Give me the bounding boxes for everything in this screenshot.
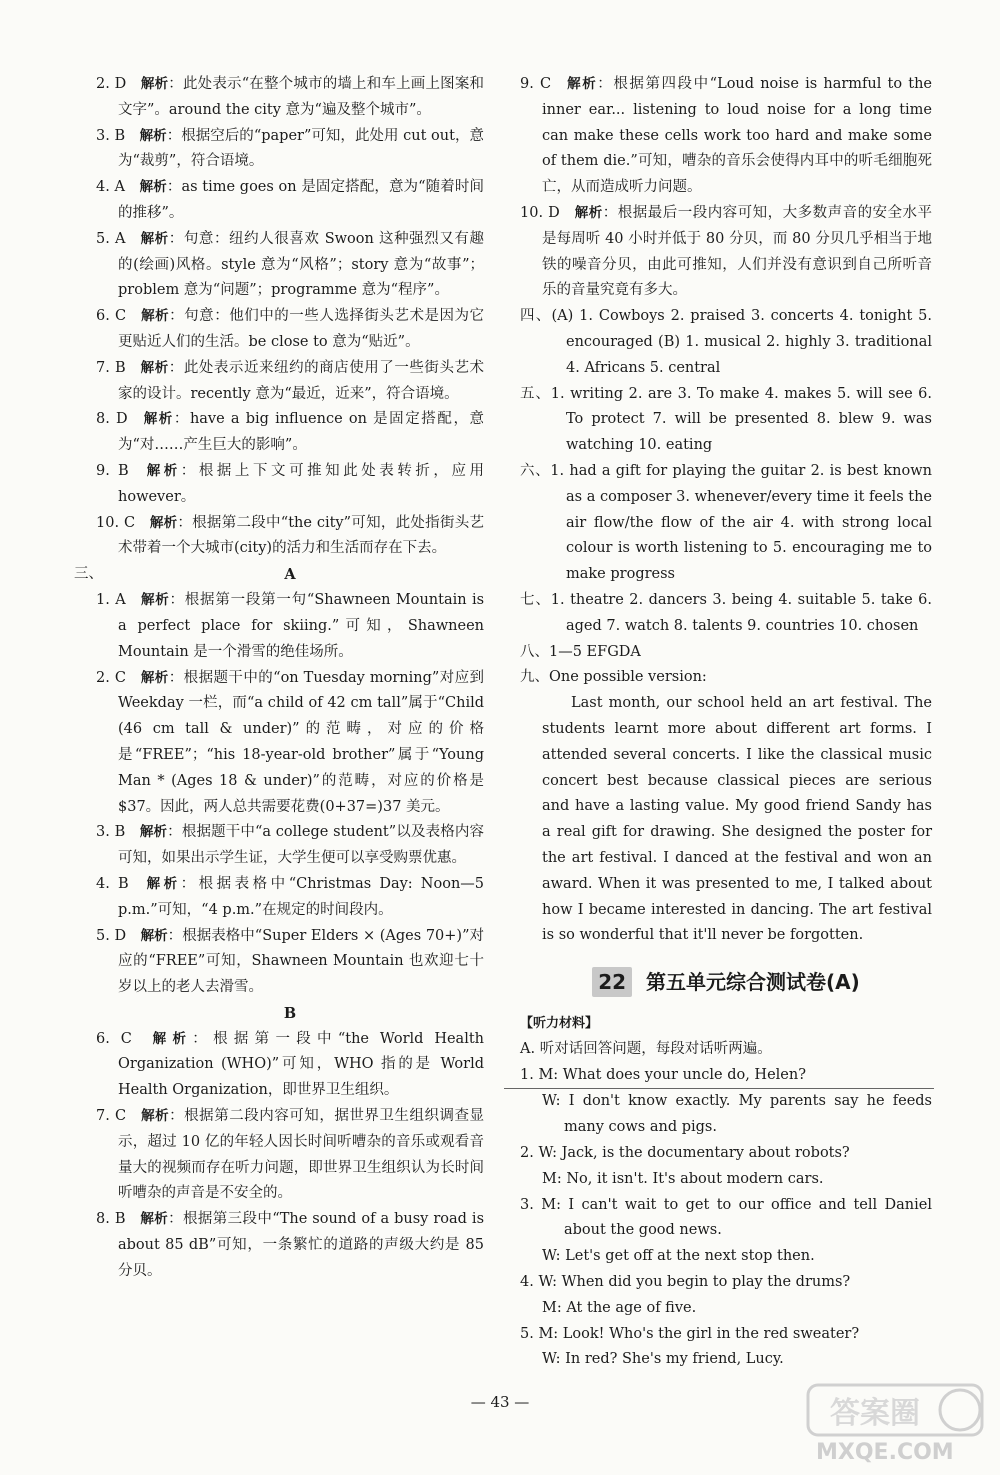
answer-item: 10. D 解析：根据最后一段内容可知，大多数声音的安全水平是每周听 40 小时并低于 80 分贝，而 80 分贝几乎相当于地铁的噪音分贝，由此可推知，人们并没有意识到自己所听音乐的音量究竟有多大。 — [520, 204, 933, 299]
analysis-label: 解析 — [565, 76, 598, 92]
dialogue-line — [520, 1270, 932, 1296]
answer-item: 3. B 解析：根据空后的“paper”可知，此处用 cut out，意为“裁剪”，符合语境。 — [96, 127, 484, 170]
answer-item: 10. C 解析：根据第二段中“the city”可知，此处指街头艺术带着一个大城市(city)的活力和生活而存在下去。 — [96, 514, 485, 557]
dialogue-text: Jack, is the documentary about robots? — [561, 1145, 850, 1162]
answer-list-passage-b-continued — [520, 72, 932, 304]
dialogue-number: 2. — [520, 1145, 534, 1162]
dialogue-number: 5. — [520, 1325, 534, 1342]
listening-instructions: A. 听对话回答问题，每段对话听两遍。 — [520, 1040, 772, 1057]
dialogue-line — [520, 1296, 932, 1322]
analysis-text: 句意：纽约人很喜欢 Swoon 这种强烈又有趣的(绘画)风格。style 意为“风格”；story 意为“故事”；problem 意为“问题”；programme 意为“程序”。 — [118, 230, 484, 299]
analysis-text: 此处表示近来纽约的商店使用了一些街头艺术家的设计。recently 意为“最近，近来”，符合语境。 — [118, 359, 485, 402]
dialogue-number: 1. — [520, 1066, 534, 1083]
dialogue-text: I can't wait to get to our office and tell Daniel about the good news. — [564, 1196, 933, 1239]
analysis-label: 解析 — [140, 669, 169, 686]
right-column — [520, 72, 932, 1373]
speaker-label: M: — [542, 1299, 562, 1316]
dialogue-line — [520, 1347, 932, 1373]
dialogue-number: 4. — [520, 1274, 534, 1291]
dialogue-text: At the age of five. — [566, 1299, 697, 1316]
section-marker: 五、 — [520, 385, 551, 402]
analysis-text: 根据第三段中“The sound of a busy road is about 85 dB”可知，一条繁忙的道路的声级大约是 85 分贝。 — [118, 1211, 485, 1279]
answer-item: 9. B 解析：根据上下文可推知此处表转折，应用 however。 — [96, 462, 485, 505]
section-7 — [520, 588, 932, 640]
analysis-text: 根据题干中的“on Tuesday morning”对应到 Weekday 一栏，而“a child of 42 cm tall”属于“Child (46 cm tall & under)”的范畴，对应的价格是“FREE”；“his 18-year-old brother”属于“Young Man * (Ages 18 & under)”的范畴，对应的价格是 $37。因此，两人总共需要花费(0+37=)37 美元。 — [118, 669, 485, 815]
dialogue-text: In red? She's my friend, Lucy. — [565, 1351, 784, 1368]
watermark-text: 答案圈 — [830, 1396, 920, 1431]
dialogue-line — [520, 1193, 932, 1245]
answer-item: 5. A 解析：句意：纽约人很喜欢 Swoon 这种强烈又有趣的(绘画)风格。style 意为“风格”；story 意为“故事”；problem 意为“问题”；programme 意为“程序”。 — [96, 230, 484, 299]
unit-title-text: 第五单元综合测试卷(A) — [646, 970, 860, 995]
analysis-label: 解析 — [140, 76, 169, 92]
passage-a-heading: A — [284, 566, 296, 584]
section-9 — [520, 665, 932, 691]
dialogue-text: What does your uncle do, Helen? — [562, 1066, 806, 1083]
answer-item: 8. D 解析：have a big influence on 是固定搭配，意为“对……产生巨大的影响”。 — [96, 411, 485, 454]
section-text: (A) 1. Cowboys 2. praised 3. concerts 4. tonight 5. encouraged (B) 1. musical 2. highly 3. traditional 4. Africans 5. central — [551, 308, 932, 376]
analysis-label: 解析 — [140, 308, 170, 325]
analysis-label: 解析 — [142, 411, 174, 428]
analysis-label: 解析 — [140, 1108, 170, 1125]
answer-number: 4. A — [96, 179, 126, 196]
dialogue-line — [520, 1063, 932, 1089]
section-5 — [520, 382, 932, 459]
answer-item: 6. C 解析：根据第一段中“the World Health Organization (WHO)”可知，WHO 指的是 World Health Organization，即世界卫生组织。 — [96, 1030, 485, 1099]
analysis-text: 根据空后的“paper”可知，此处用 cut out，意为“裁剪”，符合语境。 — [118, 127, 484, 170]
listening-material-header: 【听力材料】 — [520, 1016, 599, 1032]
analysis-text: 根据表格中“Super Elders × (Ages 70+)”对应的“FREE”可知，Shawneen Mountain 也欢迎七十岁以上的老人去滑雪。 — [118, 927, 485, 996]
answer-number: 9. C — [520, 76, 552, 92]
analysis-text: 句意：他们中的一些人选择街头艺术是因为它更贴近人们的生活。be close to 意为“贴近”。 — [118, 308, 485, 350]
answer-item: 9. C 解析：根据第四段中“Loud noise is harmful to the inner ear... listening to loud noise for a long time can make these cells work too hard and make some of them die.”可知，嘈杂的音乐会使得内耳中的听毛细胞死亡，从而造成听力问题。 — [520, 76, 932, 196]
answer-number: 1. A — [96, 592, 126, 609]
dialogue-number: 3. — [520, 1196, 534, 1213]
dialogue-text: When did you begin to play the drums? — [561, 1274, 851, 1291]
analysis-label: 解析 — [149, 514, 178, 531]
section-marker: 九、 — [520, 669, 549, 686]
analysis-label: 解析 — [139, 127, 167, 144]
watermark-logo — [800, 1379, 990, 1465]
analysis-text: 根据题干中“a college student”以及表格内容可知，如果出示学生证，大学生便可以享受购票优惠。 — [118, 824, 484, 867]
answer-item: 5. D 解析：根据表格中“Super Elders × (Ages 70+)”对应的“FREE”可知，Shawneen Mountain 也欢迎七十岁以上的老人去滑雪。 — [96, 927, 485, 996]
analysis-label: 解析 — [574, 204, 603, 221]
answer-item: 2. C 解析：根据题干中的“on Tuesday morning”对应到 Weekday 一栏，而“a child of 42 cm tall”属于“Child (46 cm tall & under)”的范畴，对应的价格是“FREE”；“his 18-year-old brother”属于“Young Man * (Ages 18 & under)”的范畴，对应的价格是 $37。因此，两人总共需要花费(0+37=)37 美元。 — [96, 669, 485, 815]
answer-number: 7. B — [96, 359, 126, 376]
analysis-label: 解析 — [140, 359, 169, 376]
answer-item: 8. B 解析：根据第三段中“The sound of a busy road is about 85 dB”可知，一条繁忙的道路的声级大约是 85 分贝。 — [96, 1211, 485, 1279]
section-text: 1—5 EFGDA — [549, 643, 641, 660]
analysis-text: 根据第四段中“Loud noise is harmful to the inner ear... listening to loud noise for a long time can make these cells work too hard and make some of them die.”可知，嘈杂的音乐会使得内耳中的听毛细胞死亡，从而造成听力问题。 — [542, 76, 932, 196]
speaker-label: W: — [542, 1351, 561, 1368]
section-4 — [520, 304, 932, 381]
answer-item: 6. C 解析：句意：他们中的一些人选择街头艺术是因为它更贴近人们的生活。be close to 意为“贴近”。 — [96, 308, 485, 350]
analysis-label: 解析 — [139, 1211, 169, 1228]
analysis-label: 解析 — [139, 179, 167, 196]
analysis-label: 解析 — [139, 824, 168, 841]
section-marker: 三、 — [74, 566, 103, 583]
answer-number: 3. B — [96, 824, 126, 841]
passage-b-heading: B — [283, 1004, 297, 1022]
analysis-text: 根据表格中“Christmas Day: Noon—5 p.m.”可知，“4 p.m.”在规定的时间段内。 — [118, 875, 485, 918]
answer-list-part2 — [96, 72, 484, 562]
answer-list-passage-b — [96, 1027, 484, 1285]
answer-item: 7. B 解析：此处表示近来纽约的商店使用了一些街头艺术家的设计。recently 意为“最近，近来”，符合语境。 — [96, 359, 485, 402]
unit-title — [520, 967, 932, 997]
answer-number: 4. B — [96, 875, 129, 892]
dialogue-text: No, it isn't. It's about modern cars. — [566, 1170, 824, 1187]
analysis-text: have a big influence on 是固定搭配，意为“对……产生巨大的影响”。 — [118, 411, 485, 454]
answer-item: 4. A 解析：as time goes on 是固定搭配，意为“随着时间的推移”。 — [96, 179, 485, 221]
answer-item: 3. B 解析：根据题干中“a college student”以及表格内容可知，如果出示学生证，大学生便可以享受购票优惠。 — [96, 824, 484, 867]
answer-number: 6. C — [96, 1030, 132, 1047]
watermark-logo-graphic — [800, 1379, 990, 1465]
dialogue-text: I don't know exactly. My parents say he feeds many cows and pigs. — [564, 1093, 932, 1136]
page-number: — 43 — — [470, 1393, 530, 1411]
unit-number-badge: 22 — [592, 967, 632, 997]
answer-number: 5. A — [96, 230, 126, 247]
analysis-text: 根据第二段中“the city”可知，此处指街头艺术带着一个大城市(city)的活力和生活而存在下去。 — [118, 514, 485, 557]
dialogue-line — [520, 1089, 932, 1141]
dialogue-line — [520, 1141, 932, 1167]
section-marker: 四、 — [520, 308, 552, 325]
analysis-text: 此处表示“在整个城市的墙上和车上画上图案和文字”。around the city 意为“遍及整个城市”。 — [118, 76, 484, 118]
dialogue-text: Let's get off at the next stop then. — [565, 1248, 815, 1265]
answer-item: 1. A 解析：根据第一段第一句“Shawneen Mountain is a perfect place for skiing.”可知，Shawneen Mountain 是一个滑雪的绝佳场所。 — [96, 592, 485, 660]
speaker-label: M: — [538, 1066, 559, 1083]
analysis-text: as time goes on 是固定搭配，意为“随着时间的推移”。 — [118, 179, 485, 221]
answer-list-passage-a — [96, 588, 484, 1001]
speaker-label: M: — [541, 1196, 561, 1213]
answer-number: 5. D — [96, 927, 127, 944]
analysis-text: 根据第一段第一句“Shawneen Mountain is a perfect place for skiing.”可知，Shawneen Mountain 是一个滑雪的绝佳场所。 — [118, 592, 485, 660]
analysis-text: 根据第二段内容可知，据世界卫生组织调查显示，超过 10 亿的年轻人因长时间听嘈杂的音乐或观看音量大的视频而存在听力问题，即世界卫生组织认为长时间听嘈杂的声音是不安全的。 — [118, 1108, 485, 1202]
speaker-label: M: — [538, 1325, 559, 1342]
analysis-text: 根据上下文可推知此处表转折，应用 however。 — [118, 462, 485, 505]
answer-number: 8. D — [96, 411, 128, 428]
left-column — [74, 72, 485, 1285]
section-marker: 六、 — [520, 462, 551, 479]
answer-number: 8. B — [96, 1211, 126, 1228]
analysis-label: 解析 — [140, 230, 169, 247]
section-marker: 八、 — [520, 643, 549, 660]
watermark-url: MXQE.COM — [816, 1440, 954, 1465]
section-8 — [520, 640, 932, 666]
analysis-label: 解析 — [140, 927, 168, 944]
dialogue-list — [520, 1063, 932, 1374]
answer-number: 3. B — [96, 127, 126, 144]
section-6 — [520, 459, 932, 588]
speaker-label: M: — [542, 1170, 562, 1187]
answer-item: 2. D 解析：此处表示“在整个城市的墙上和车上画上图案和文字”。around the city 意为“遍及整个城市”。 — [96, 76, 484, 118]
answer-number: 2. C — [96, 669, 126, 686]
dialogue-text: Look! Who's the girl in the red sweater? — [562, 1325, 860, 1342]
answer-number: 2. D — [96, 76, 127, 92]
answer-number: 9. B — [96, 462, 129, 479]
section-marker: 七、 — [520, 591, 551, 608]
dialogue-line — [520, 1244, 932, 1270]
answer-number: 6. C — [96, 308, 127, 325]
answer-number: 10. D — [520, 204, 560, 221]
speaker-label: W: — [538, 1145, 557, 1162]
section-text: 1. writing 2. are 3. To make 4. makes 5. will see 6. To protect 7. will be presented 8. blew 9. was watching 10. eating — [550, 385, 932, 454]
sample-essay: Last month, our school held an art festival. The students learnt more about different art forms. I attended several concerts. I like the classical music concert best because classical pieces are serious and have a lasting value. My good friend Sandy has a real gift for drawing. She designed the poster for the art festival. I danced at the festival and won an award. When it was presented to me, I talked about how I became interested in dancing. The art festival is so wonderful that it'll never be forgotten. — [542, 695, 932, 944]
answer-number: 10. C — [96, 514, 136, 531]
section-text: One possible version: — [549, 669, 707, 686]
section-text: 1. had a gift for playing the guitar 2. is best known as a composer 3. whenever/every time it feels the air flow/the flow of the air 4. with strong local colour is worth listening to 5. encouraging me to make progress — [550, 462, 932, 583]
speaker-label: W: — [538, 1274, 557, 1291]
section-3-header — [74, 562, 484, 588]
analysis-label: 解析 — [140, 592, 170, 609]
answer-item: 7. C 解析：根据第二段内容可知，据世界卫生组织调查显示，超过 10 亿的年轻人因长时间听嘈杂的音乐或观看音量大的视频而存在听力问题，即世界卫生组织认为长时间听嘈杂的声音是不安全的。 — [96, 1108, 485, 1202]
analysis-text: 根据最后一段内容可知，大多数声音的安全水平是每周听 40 小时并低于 80 分贝，而 80 分贝几乎相当于地铁的噪音分贝，由此可推知，人们并没有意识到自己所听音乐的音量究竟有多大。 — [542, 204, 933, 299]
speaker-label: W: — [542, 1093, 561, 1110]
analysis-label: 解析 — [146, 1030, 193, 1047]
section-text: 1. theatre 2. dancers 3. being 4. suitable 5. take 6. aged 7. watch 8. talents 9. countries 10. chosen — [550, 591, 932, 634]
analysis-label: 解析 — [143, 875, 181, 892]
answer-item: 4. B 解析：根据表格中“Christmas Day: Noon—5 p.m.”可知，“4 p.m.”在规定的时间段内。 — [96, 875, 485, 918]
dialogue-line — [520, 1322, 932, 1348]
dialogue-line — [520, 1167, 932, 1193]
speaker-label: W: — [542, 1248, 561, 1265]
analysis-text: 根据第一段中“the World Health Organization (WHO)”可知，WHO 指的是 World Health Organization，即世界卫生组织。 — [118, 1030, 485, 1099]
analysis-label: 解析 — [143, 462, 181, 479]
answer-number: 7. C — [96, 1108, 127, 1125]
